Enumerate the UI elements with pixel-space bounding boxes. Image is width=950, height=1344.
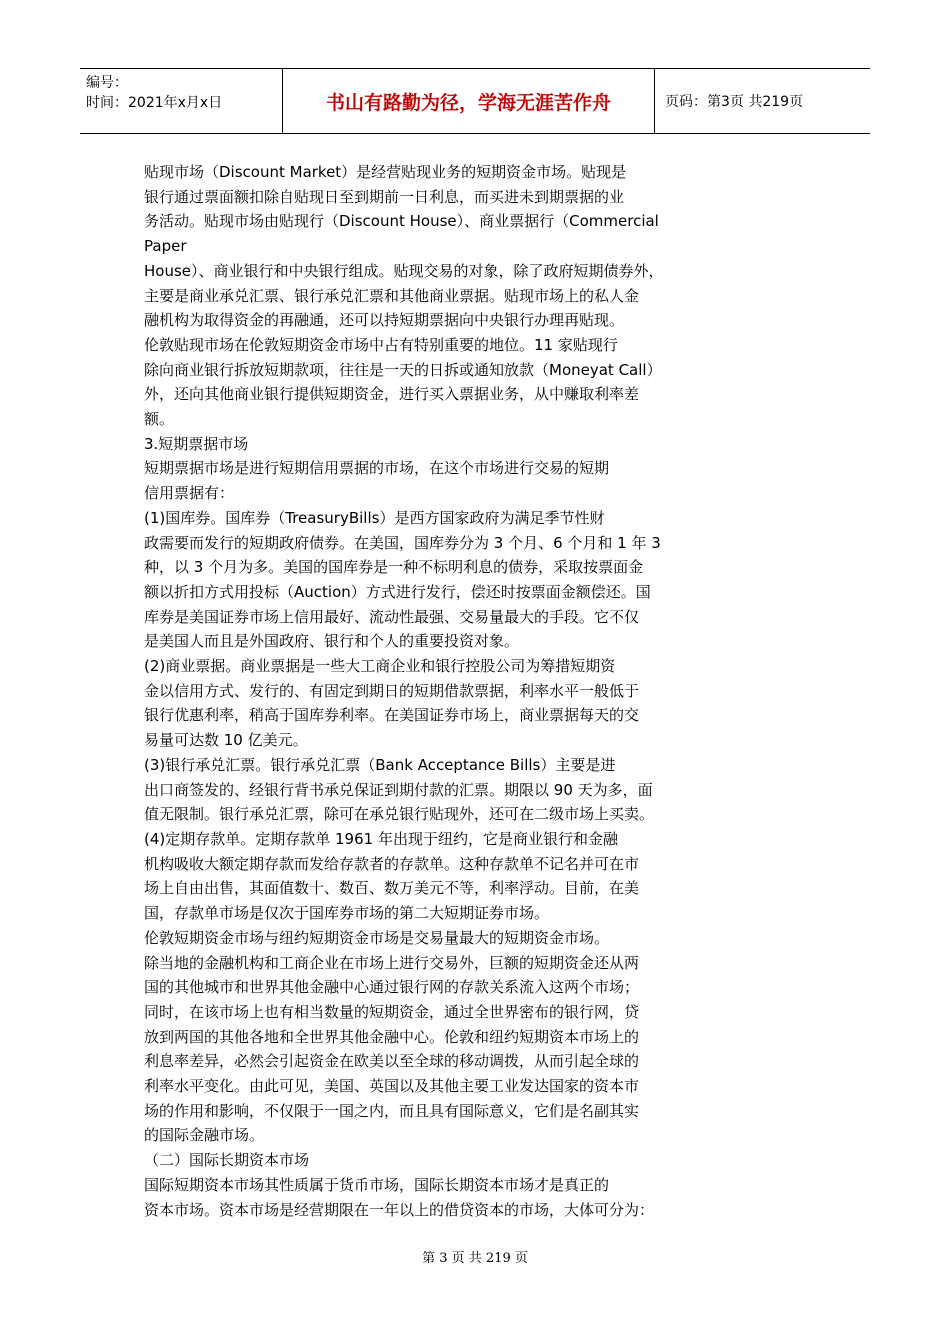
text-line: 额。	[144, 410, 175, 429]
text-line: 机构吸收大额定期存款而发给存款者的存款单。这种存款单不记名并可在市	[144, 854, 640, 873]
text-line: 短期票据市场是进行短期信用票据的市场，在这个市场进行交易的短期	[144, 459, 610, 478]
page-footer: 第 3 页 共 219 页	[422, 1251, 528, 1266]
text-line: 出口商签发的、经银行背书承兑保证到期付款的汇票。期限以 90 天为多，面	[144, 780, 653, 799]
text-line: 资本市场。资本市场是经营期限在一年以上的借贷资本的市场，大体可分为：	[144, 1200, 655, 1219]
text-line: (1)国库券。国库券（TreasuryBills）是西方国家政府为满足季节性财	[144, 508, 605, 527]
page-header	[80, 68, 870, 134]
text-line: 库券是美国证券市场上信用最好、流动性最强、交易量最大的手段。它不仅	[144, 607, 640, 626]
text-line: 贴现市场（Discount Market）是经营贴现业务的短期资金市场。贴现是	[144, 163, 627, 181]
text-line: 除当地的金融机构和工商企业在市场上进行交易外，巨额的短期资金还从两	[144, 953, 640, 972]
text-line: 银行优惠利率，稍高于国库券利率。在美国证券市场上，商业票据每天的交	[144, 706, 640, 725]
text-line: 务活动。贴现市场由贴现行（Discount House）、商业票据行（Commercial	[144, 212, 659, 231]
text-line: (4)定期存款单。定期存款单 1961 年出现于纽约，它是商业银行和金融	[144, 829, 618, 848]
text-line: 的国际金融市场。	[144, 1126, 265, 1145]
text-line: 场上自由出售，其面值数十、数百、数万美元不等，利率浮动。目前，在美	[144, 879, 640, 898]
text-line: 信用票据有：	[144, 484, 235, 503]
text-line: 3.短期票据市场	[144, 434, 249, 453]
document-body	[144, 160, 804, 1222]
text-line: 国的其他城市和世界其他金融中心通过银行网的存款关系流入这两个市场；	[144, 978, 640, 997]
text-line: 金以信用方式、发行的、有固定到期日的短期借款票据，利率水平一般低于	[144, 681, 640, 700]
text-line: 银行通过票面额扣除自贴现日至到期前一日利息，而买进未到期票据的业	[144, 187, 625, 206]
text-line: 外，还向其他商业银行提供短期资金，进行买入票据业务，从中赚取利率差	[144, 385, 640, 404]
text-line: 除向商业银行拆放短期款项，往往是一天的日拆或通知放款（Moneyat Call）	[144, 360, 662, 379]
header-meta	[80, 69, 283, 133]
header-motto: 书山有路勤为径，学海无涯苦作舟	[283, 69, 655, 133]
text-line: 政需要而发行的短期政府债券。在美国，国库券分为 3 个月、6 个月和 1 年 3	[144, 533, 661, 552]
text-line: 额以折扣方式用投标（Auction）方式进行发行，偿还时按票面金额偿还。国	[144, 582, 651, 601]
text-line: 值无限制。银行承兑汇票，除可在承兑银行贴现外，还可在二级市场上买卖。	[144, 805, 655, 824]
text-line: （二）国际长期资本市场	[144, 1151, 310, 1170]
text-line: 国际短期资本市场其性质属于货币市场，国际长期资本市场才是真正的	[144, 1175, 610, 1194]
text-line: 国，存款单市场是仅次于国库券市场的第二大短期证券市场。	[144, 904, 550, 923]
text-line: 伦敦短期资金市场与纽约短期资金市场是交易量最大的短期资金市场。	[144, 928, 610, 947]
header-page-info: 页码：第3页 共219页	[665, 94, 804, 110]
text-line: (3)银行承兑汇票。银行承兑汇票（Bank Acceptance Bills）主要是进	[144, 755, 616, 774]
text-line: (2)商业票据。商业票据是一些大工商企业和银行控股公司为筹措短期资	[144, 657, 616, 676]
text-line: 同时，在该市场上也有相当数量的短期资金，通过全世界密布的银行网，贷	[144, 1002, 640, 1021]
text-line: House）、商业银行和中央银行组成。贴现交易的对象，除了政府短期债券外，	[144, 261, 664, 280]
text-line: 融机构为取得资金的再融通，还可以持短期票据向中央银行办理再贴现。	[144, 311, 625, 330]
text-line: 利息率差异，必然会引起资金在欧美以至全球的移动调拨，从而引起全球的	[144, 1052, 640, 1071]
text-line: 易量可达数 10 亿美元。	[144, 731, 308, 750]
text-line: 利率水平变化。由此可见，美国、英国以及其他主要工业发达国家的资本市	[144, 1077, 640, 1096]
text-line: 放到两国的其他各地和全世界其他金融中心。伦敦和纽约短期资本市场上的	[144, 1027, 640, 1046]
text-line: 种，以 3 个月为多。美国的国库券是一种不标明利息的债券，采取按票面金	[144, 558, 644, 577]
text-line: 场的作用和影响，不仅限于一国之内，而且具有国际意义，它们是名副其实	[144, 1101, 640, 1120]
text-line: 主要是商业承兑汇票、银行承兑汇票和其他商业票据。贴现市场上的私人金	[144, 286, 640, 305]
text-line: 伦敦贴现市场在伦敦短期资金市场中占有特别重要的地位。11 家贴现行	[144, 335, 618, 354]
document-number: 编号：	[86, 75, 128, 91]
document-time: 时间：2021年x月x日	[86, 95, 223, 111]
text-line: 是美国人而且是外国政府、银行和个人的重要投资对象。	[144, 632, 520, 651]
text-line: Paper	[144, 237, 187, 256]
